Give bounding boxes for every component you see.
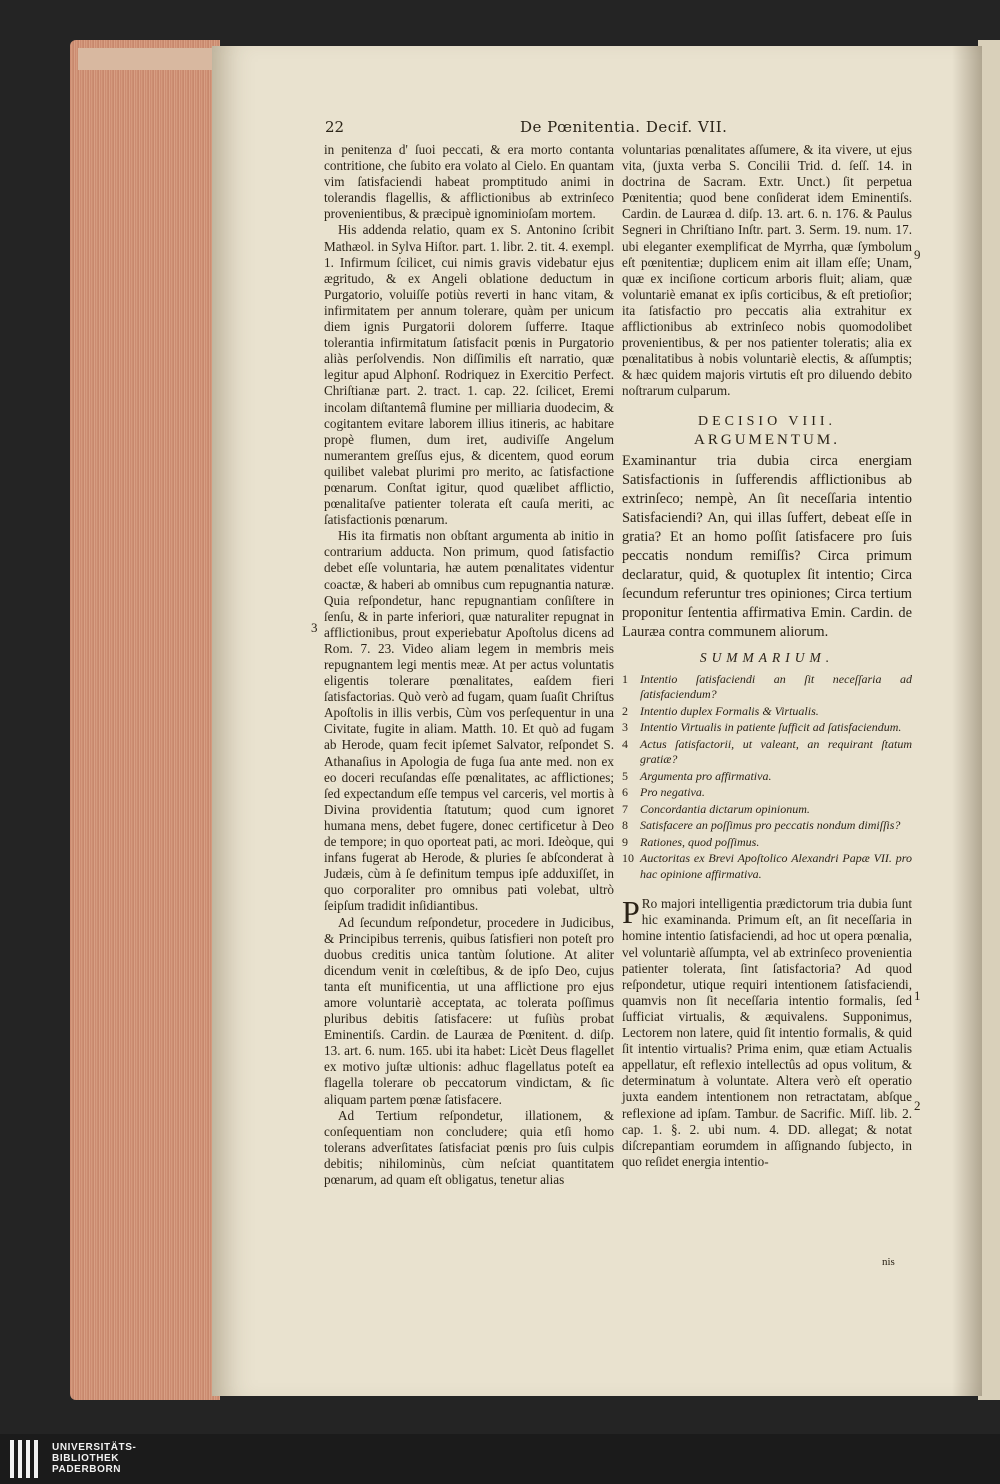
summary-item: 3 Intentio Virtualis in patiente ſufficit ad ſatisfaciendum. — [622, 720, 902, 735]
margin-note: 1 — [914, 988, 921, 1003]
summary-item: 8 Satisfacere an poſſimus pro peccatis nondum dimiſſis? — [622, 818, 901, 833]
book-top-edge — [78, 48, 220, 70]
summary-item: 9 Rationes, quod poſſimus. — [622, 834, 760, 849]
drop-cap: P — [622, 894, 640, 931]
library-footer — [0, 1434, 1000, 1484]
left-paragraph-5: Ad Tertium reſpondetur, illationem, & conſequentiam non concludere; quia etſi homo tolerans adverſitates ſatisfaciat pœnis pro ſuis culpis debitis; nihilominùs, cùm neſciat quantitatem pœnarum, ad quam eſt obligatus, tenetur alias — [324, 1107, 614, 1187]
summary-item: 5 Argumenta pro affirmativa. — [622, 768, 772, 783]
margin-note: 3 — [311, 620, 318, 635]
left-paragraph-3: His ita firmatis non obſtant argumenta ab initio in contrarium adducta. Non primum, quod ſatisfactio debet eſſe voluntaria, hæ autem pœnalitates videntur coactæ, & haberi ab omnibus cum repugnantia naturæ. Quia reſpondetur, hanc repugnantiam conſiſtere in ſenſu, & in parte inferiori, quæ naturaliter repugnat in afflictionibus, prout experiebatur Apoſtolus dicens ad Rom. 7. 23. Video aliam legem in membris meis repugnantem legi mentis meæ. At per actus voluntatis eligentis tolerare pœnalitates, eaſdem fieri ſatisfactorias. Quò verò ad fugam, quam ſuaſit Chriſtus Apoſtolis in illis verbis, Cùm vos perſequentur in una Civitate, fugite in aliam. Matth. 10. Et quò ad fugam ab Herode, quam fecit ipſemet Salvator, reſpondet S. Athanaſius in Apologia de fuga ſua ante med. non ex eo doceri recuſandas eſſe pœnalitates, ac afflictiones; ſed expectandum eſſe tempus vel carceris, vel mortis à Divina providentia ſtatutum; quod cum ignoret humana mens, debet fugere, donec certificetur à Deo de tempore; in quo oporteat pati, ac mori. Ideòque, qui infans fugerat ab Herode, & pluries ſe abſconderat à Judæis, cùm à ſe definitum tempus ipſe adduxiſſet, in quo corporaliter pro omnibus pati volebat, ultrò ſeipſum tradidit inſidiantibus. — [324, 528, 614, 914]
left-paragraph-2: His addenda relatio, quam ex S. Antonino ſcribit Mathæol. in Sylva Hiſtor. part. 1. libr. 2. tit. 4. exempl. 1. Infirmum ſcilicet, cui nimis gravis videbatur ejus ægritudo, & ex Angeli oblatione deductum in Purgatorio, voluiſſe potiùs reverti in hanc vitam, & infirmitatem per annum tolerare, quàm per unicum diem ignis Purgatorii dolorem ſufferre. Itaque tolerantia infirmitatum ſatisfacit pœnis in Purgatorio aliàs perſolvendis. Non diſſimilis eſt narratio, quæ legitur apud Alphonſ. Rodriquez in Exercitio Perfect. Chriſtianæ part. 2. tract. 1. cap. 22. ſcilicet, Eremi incolam diſtantemâ flumine per milliaria duodecim, & cogitantem evitare laborem illius itineris, ac habitare propè flumen, dum iret, audiviſſe Angelum numerantem greſſus ejus, & dicentem, quod eorum quilibet valebat plurimi pro merito, ac ſatisfactione pœnarum. Conſtat igitur, quod quælibet afflictio, pœnalitaſve patienter tolerata eſt cauſa meriti, ac ſatisfactionis pœnarum. — [324, 222, 614, 528]
summary-list — [622, 672, 912, 883]
body-text: Ro majori intelligentia prædictorum tria dubia ſunt hic examinanda. Primum eſt, an ſit neceſſaria in homine intentio ſatisfaciendi, ad hoc ut opera pœnalia, vel voluntariè aſſumpta, vel ab extrinſeco provenientia patienter tolerata, ſint ſatisfactoria? Ad quod reſpondetur, utique requiri intentionem ſatisfaciendi, quamvis non ſit neceſſaria intentio formalis, ſed ſufficiat virtualis, & æquivalens. Supponimus, Lectorem non latere, quid ſit intentio formalis, & quid ſit intentio virtualis? Prima enim, quæ etiam Actualis appellatur, eſt reflexio intellectûs ad opus volitum, & determinatum à voluntate. Altera verò eſt operatio juxta eandem intentionem non retractatam, abſque reflexione ad ipſam. Tambur. de Sacrific. Miſſ. lib. 2. cap. 1. §. 2. ubi num. 4. DD. allegat; & notat diſcrepantiam eorumdem in aſſignando ſubjecto, in quo reſidet energia intentio- — [622, 896, 912, 1169]
summary-item: 1 Intentio ſatisfaciendi an ſit neceſſaria ad ſatisfaciendum? — [622, 671, 912, 702]
running-title: De Pœnitentia. Decif. VII. — [520, 118, 728, 136]
decision-heading: DECISIO VIII. — [697, 413, 837, 429]
catchword: nis — [882, 1256, 895, 1268]
book-fore-edge — [70, 40, 220, 1400]
left-paragraph-1: in penitenza d' ſuoi peccati, & era morto contanta contritione, che ſubito era volato al Cielo. En quantam vim ſatisfaciendi habeat promptitudo animi in tolerandis flagellis, & afflictionibus ab extrinſeco provenientibus, & præcipuè ignominioſam mortem. — [324, 142, 614, 222]
library-name-line3: PADERBORN — [52, 1464, 122, 1475]
body-paragraph — [622, 896, 912, 1170]
gutter-shadow — [952, 46, 982, 1396]
left-paragraph-4: Ad ſecundum reſpondetur, procedere in Judicibus, & Principibus terrenis, quibus ſatisfieri non poteſt pro duobus creditis unica tantùm ſolutione. At aliter dicendum venit in cœleſtibus, & de ipſo Deo, cujus tanta eſt munificentia, ut una afflictione pro ejus amore voluntariè acceptata, ac tolerata poſſimus pluribus debitis ſatisfacere: ut fuſiùs probat Eminentiſs. Cardin. de Lauræa de Pœnitent. d. diſp. 13. art. 6. num. 165. ubi ita habet: Licèt Deus flagellet ex motivo juſtæ ultionis: adhuc flagellatus poteſt ea flagella tolerare ob peccatorum vindictam, & ſic aliquam partem pœnæ ſatisfacere. — [324, 914, 614, 1107]
summary-item: 7 Concordantia dictarum opinionum. — [622, 801, 810, 816]
right-column — [622, 142, 912, 1170]
argumentum-heading: ARGUMENTUM. — [694, 431, 840, 448]
right-paragraph-1: voluntarias pœnalitates aſſumere, & ita vivere, ut ejus vita, (juxta verba S. Concilii Trid. d. ſeſſ. 14. in doctrina de Sacram. Extr. Unct.) ſit perpetua Pœnitentia; quod bene conſiderat idem Eminentiſs. Cardin. de Lauræa d. diſp. 13. art. 6. n. 176. & Paulus Segneri in Chriſtiano Inſtr. part. 3. Serm. 19. num. 17. ubi eleganter exemplificat de Myrrha, quæ ſymbolum eſt pœnitentiæ; duplicem enim ait illam eſſe; Unam, quæ ex inciſione corticum arboris fluit; aliam, quæ voluntariè emanat ex ipſis corticibus, & eſt pretioſior; ita ſatisfactio pro peccatis alia extrahitur ex afflictionibus ab extrinſeco nobis quomodolibet provenientibus, & per nos patienter toleratis; alia ex pœnalitatibus à nobis voluntariè electis, & aſſumptis; & hæc quidem majoris virtutis eſt pro diluendo debito noſtrarum culparum. — [622, 142, 912, 399]
library-logo-icon — [10, 1440, 46, 1478]
library-name-line2: BIBLIOTHEK — [52, 1453, 120, 1464]
summary-item: 10 Auctoritas ex Brevi Apoſtolico Alexandri Papæ VII. pro hac opinione affirmativa. — [622, 851, 912, 881]
margin-note: 9 — [914, 247, 921, 262]
left-column — [324, 142, 614, 1188]
summary-item: 4 Actus ſatisfactorii, ut valeant, an requirant ſtatum gratiæ? — [622, 736, 912, 767]
summarium-heading: SUMMARIUM. — [699, 649, 835, 665]
page-number: 22 — [325, 118, 345, 136]
library-name-line1: UNIVERSITÄTS- — [52, 1442, 137, 1453]
argumentum-text: Examinantur tria dubia circa energiam Satisfactionis in ſufferendis afflictionibus ab extrinſeco; nempè, An ſit neceſſaria intentio Satisfaciendi? An, qui illas ſuffert, debeat eſſe in gratia? Et an homo poſſit ſatisfacere pro ſuis peccatis nondum remiſſis? Circa primum declaratur, quid, & quotuplex ſit intentio; Circa ſecundum referuntur tres opiniones; Circa tertium proponitur ſententia affirmativa Emin. Cardin. de Lauræa contra communem aliorum. — [622, 452, 912, 640]
margin-note: 2 — [914, 1098, 921, 1113]
summary-item: 2 Intentio duplex Formalis & Virtualis. — [622, 703, 819, 718]
summary-item: 6 Pro negativa. — [622, 785, 705, 800]
